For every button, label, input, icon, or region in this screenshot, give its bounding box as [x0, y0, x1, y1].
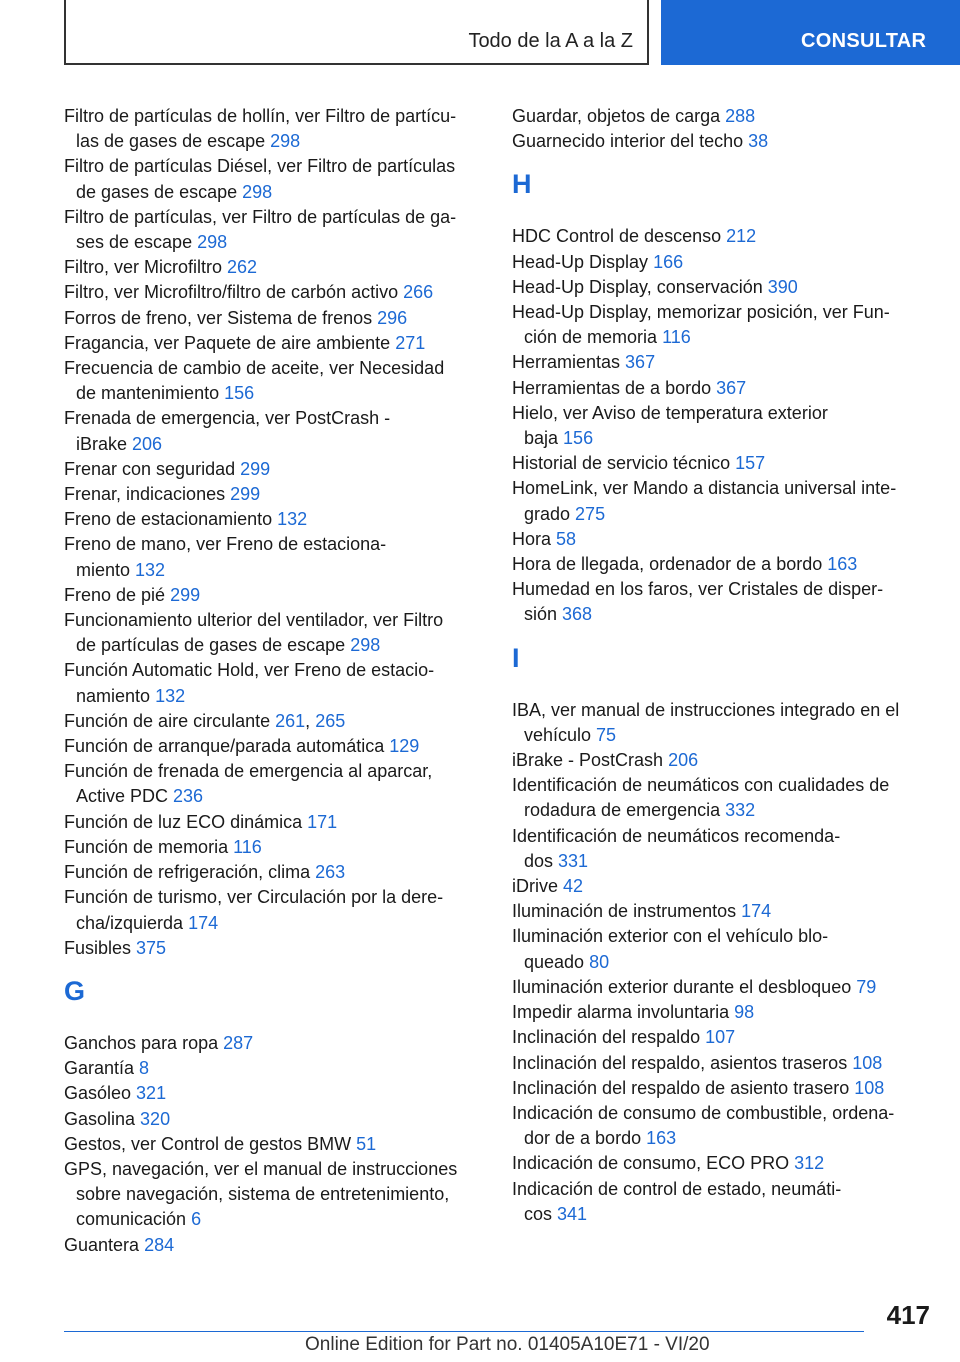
index-entry	[64, 1031, 484, 1056]
index-entry	[64, 860, 484, 885]
page-reference-link[interactable]: 367	[625, 352, 656, 373]
index-entry	[64, 810, 484, 835]
index-entry-text: Head-Up Display	[512, 251, 654, 272]
page-reference-link[interactable]: 331	[558, 850, 589, 871]
index-entry	[512, 451, 932, 476]
index-entry	[512, 698, 932, 748]
page-reference-link[interactable]: 299	[230, 484, 261, 505]
index-entry-text: Freno de mano, ver Freno de estaciona-	[64, 534, 387, 555]
index-entry	[64, 608, 484, 658]
index-entry	[64, 1081, 484, 1106]
page-reference-link[interactable]: 79	[856, 976, 877, 997]
page-reference-link[interactable]: 263	[315, 862, 346, 883]
page-reference-link[interactable]: 156	[563, 428, 594, 449]
index-entry	[64, 1233, 484, 1258]
index-entry-text: Hora de llegada, ordenador de a bordo	[512, 554, 828, 575]
index-entry-text: Filtro de partículas Diésel, ver Filtro de partículas	[64, 156, 456, 177]
index-entry-text: Iluminación de instrumentos	[512, 901, 742, 922]
index-entry	[64, 331, 484, 356]
page-reference-link[interactable]: 332	[725, 800, 756, 821]
index-entry	[512, 1177, 932, 1227]
page-reference-link[interactable]: 236	[173, 786, 204, 807]
index-entry-text: Frenar con seguridad	[64, 458, 241, 479]
page-reference-link[interactable]: 367	[716, 377, 747, 398]
page-reference-link[interactable]: 108	[854, 1077, 885, 1098]
page-reference-link[interactable]: 298	[270, 131, 301, 152]
page-reference-link[interactable]: 6	[191, 1209, 202, 1230]
index-entry-text: dos	[524, 850, 559, 871]
index-entry	[512, 104, 932, 129]
index-entry-text: Filtro de partículas de hollín, ver Filtro de partícu-	[64, 106, 457, 126]
index-tab-label: Todo de la A a la Z	[468, 30, 633, 52]
index-entry-text: Iluminación exterior durante el desbloqueo	[512, 976, 857, 997]
index-entry	[64, 1157, 484, 1233]
index-entry	[512, 350, 932, 375]
index-entry	[512, 1051, 932, 1076]
index-entry	[64, 104, 484, 154]
index-entry-text: Head-Up Display, conservación	[512, 276, 768, 297]
index-entry-text: Función Automatic Hold, ver Freno de estacio-	[64, 660, 435, 681]
index-letter-heading: G	[64, 975, 86, 1006]
index-entry-text: Función de luz ECO dinámica	[64, 811, 308, 832]
index-entry-text: Función de frenada de emergencia al aparcar,	[64, 761, 433, 782]
index-letter-heading: H	[512, 169, 532, 200]
index-entry-text: Identificación de neumáticos recomenda-	[512, 825, 841, 846]
index-entry-text: GPS, navegación, ver el manual de instrucciones	[64, 1158, 458, 1179]
index-entry-text: Frecuencia de cambio de aceite, ver Necesidad	[64, 358, 445, 379]
index-entry-text: Hielo, ver Aviso de temperatura exterior	[512, 402, 828, 423]
index-entry-text: iBrake	[76, 433, 133, 454]
index-entry-text: comunicación	[76, 1209, 192, 1230]
index-entry	[64, 482, 484, 507]
index-entry	[512, 250, 932, 275]
index-entry-text: Filtro de partículas, ver Filtro de partículas de ga-	[64, 206, 457, 227]
index-entry-text: sobre navegación, sistema de entretenimiento,	[76, 1184, 450, 1205]
page-reference-link[interactable]: 75	[596, 724, 617, 745]
index-entry-text: Frenada de emergencia, ver PostCrash -	[64, 408, 391, 429]
index-entry-text: Ganchos para ropa	[64, 1032, 224, 1053]
index-entry	[512, 824, 932, 874]
index-entry-text: Frenar, indicaciones	[64, 484, 231, 505]
page-reference-link[interactable]: 312	[794, 1153, 825, 1174]
page-reference-link[interactable]: 288	[725, 106, 756, 126]
index-entry	[512, 376, 932, 401]
index-entry	[512, 300, 932, 350]
page-reference-link[interactable]: 298	[197, 232, 228, 253]
index-entry-text: HomeLink, ver Mando a distancia universal inte-	[512, 478, 897, 499]
index-letter-heading: I	[512, 642, 520, 673]
page-reference-link[interactable]: 80	[589, 951, 610, 972]
index-entry	[64, 885, 484, 935]
consult-tab[interactable]	[661, 0, 960, 65]
index-entry-text: sión	[524, 604, 563, 625]
index-entry-text: las de gases de escape	[76, 131, 271, 152]
index-entry-text: Indicación de consumo de combustible, ordena-	[512, 1102, 895, 1123]
index-entry-text: Freno de pié	[64, 584, 171, 605]
index-entry-text: Inclinación del respaldo de asiento trasero	[512, 1077, 855, 1098]
index-entry	[64, 1107, 484, 1132]
index-entry	[64, 356, 484, 406]
index-entry	[512, 874, 932, 899]
page-reference-link[interactable]: 262	[227, 257, 258, 278]
page-reference-link[interactable]: 275	[575, 503, 606, 524]
index-entry-text: Head-Up Display, memorizar posición, ver Fun-	[512, 302, 890, 323]
index-entry-text: ción de memoria	[524, 327, 663, 348]
index-entry	[512, 748, 932, 773]
index-entry-text: Indicación de consumo, ECO PRO	[512, 1153, 795, 1174]
footer-divider	[64, 1331, 864, 1332]
index-entry-text: Gasolina	[64, 1108, 141, 1129]
index-entry-text: Historial de servicio técnico	[512, 453, 736, 474]
index-entry	[64, 734, 484, 759]
index-entry-text: Identificación de neumáticos con cualidades de	[512, 775, 890, 796]
index-entry	[512, 1000, 932, 1025]
page-reference-link[interactable]: 390	[767, 276, 798, 297]
page-reference-link[interactable]: 132	[277, 509, 308, 530]
index-entry	[64, 1132, 484, 1157]
index-entry-text: Función de aire circulante	[64, 710, 276, 731]
index-entry	[512, 899, 932, 924]
page-reference-link[interactable]: 298	[350, 635, 381, 656]
page-reference-link[interactable]: 156	[224, 383, 255, 404]
index-entry	[512, 577, 932, 627]
index-entry-text: namiento	[76, 685, 156, 706]
page-reference-link[interactable]: 51	[356, 1133, 377, 1154]
index-entry	[64, 457, 484, 482]
page-reference-link[interactable]: 266	[403, 282, 434, 303]
index-entry-text: ses de escape	[76, 232, 198, 253]
index-entry	[64, 255, 484, 280]
page-reference-link[interactable]: 298	[242, 181, 273, 202]
index-entry-text: Guantera	[64, 1234, 145, 1255]
page-reference-link[interactable]: 174	[188, 912, 219, 933]
index-entry	[64, 532, 484, 582]
page-reference-link[interactable]: 132	[155, 685, 186, 706]
index-entry-text: iDrive	[512, 876, 564, 897]
index-column-left	[64, 104, 484, 1258]
index-entry-text: Freno de estacionamiento	[64, 509, 278, 530]
page-reference-link[interactable]: 206	[132, 433, 163, 454]
index-entry-text: Función de refrigeración, clima	[64, 862, 316, 883]
page-reference-link[interactable]: 174	[741, 901, 772, 922]
index-entry-text: Humedad en los faros, ver Cristales de disper-	[512, 579, 884, 600]
consult-tab-label: CONSULTAR	[801, 30, 927, 52]
page-reference-link[interactable]: 265	[315, 710, 346, 731]
index-entry	[512, 224, 932, 249]
index-entry	[64, 936, 484, 961]
page-reference-link[interactable]: 261	[275, 710, 306, 731]
index-entry-text: Active PDC	[76, 786, 174, 807]
index-entry-text: dor de a bordo	[524, 1128, 647, 1149]
index-entry	[512, 1151, 932, 1176]
page-reference-link[interactable]: 129	[389, 736, 420, 757]
index-entry-text: Indicación de control de estado, neumáti-	[512, 1178, 842, 1199]
page-reference-link[interactable]: 38	[748, 131, 769, 152]
index-entry-text: Impedir alarma involuntaria	[512, 1002, 735, 1023]
index-entry-text: Función de turismo, ver Circulación por la dere-	[64, 887, 444, 908]
index-entry	[512, 1025, 932, 1050]
index-entry	[512, 527, 932, 552]
index-entry	[64, 306, 484, 331]
page-reference-link[interactable]: 299	[240, 458, 271, 479]
page-reference-link[interactable]: 98	[734, 1002, 755, 1023]
index-entry-text: miento	[76, 559, 136, 580]
index-entry	[512, 924, 932, 974]
index-entry-text: Herramientas de a bordo	[512, 377, 717, 398]
index-entry-text: cha/izquierda	[76, 912, 189, 933]
index-entry	[64, 205, 484, 255]
index-entry	[512, 401, 932, 451]
index-entry-text: Guarnecido interior del techo	[512, 131, 749, 152]
page-reference-link[interactable]: 212	[726, 226, 757, 247]
index-entry	[64, 835, 484, 860]
index-column-right	[512, 104, 932, 1227]
index-entry-text: HDC Control de descenso	[512, 226, 727, 247]
page-reference-link[interactable]: 284	[144, 1234, 175, 1255]
index-entry-text: vehículo	[524, 724, 597, 745]
page-reference-link[interactable]: 163	[827, 554, 858, 575]
index-entry-text: Función de arranque/parada automática	[64, 736, 390, 757]
index-entry	[512, 773, 932, 823]
page-reference-link[interactable]: 116	[662, 327, 691, 348]
index-entry	[512, 1076, 932, 1101]
page-reference-link[interactable]: 157	[735, 453, 766, 474]
index-entry-text: Gestos, ver Control de gestos BMW	[64, 1133, 357, 1154]
page-reference-link[interactable]: 341	[557, 1203, 588, 1224]
index-entry-text: de mantenimiento	[76, 383, 225, 404]
index-entry: Función de aire circulante 261, 265	[64, 710, 346, 731]
page-reference-link[interactable]: 58	[556, 528, 577, 549]
index-entry	[512, 975, 932, 1000]
index-entry-text: Herramientas	[512, 352, 626, 373]
index-entry-text: iBrake - PostCrash	[512, 750, 669, 771]
page-reference-link[interactable]: 166	[653, 251, 684, 272]
page-reference-link[interactable]: 108	[852, 1052, 883, 1073]
page-reference-link[interactable]: 132	[135, 559, 166, 580]
index-entry-text: Garantía	[64, 1058, 140, 1079]
index-entry	[512, 275, 932, 300]
page-reference-link[interactable]: 375	[136, 937, 167, 958]
index-entry-text: Hora	[512, 528, 557, 549]
index-entry	[64, 583, 484, 608]
index-entry-text: Función de memoria	[64, 836, 234, 857]
page-reference-link[interactable]: 296	[377, 307, 408, 328]
index-entry-text: grado	[524, 503, 576, 524]
index-entry	[512, 129, 932, 154]
index-entry-text: cos	[524, 1203, 558, 1224]
index-entry	[64, 1056, 484, 1081]
index-entry	[64, 154, 484, 204]
index-entry-text: IBA, ver manual de instrucciones integrado en el	[512, 699, 900, 720]
page-reference-link[interactable]: 107	[705, 1027, 736, 1048]
page-reference-link[interactable]: 116	[233, 836, 262, 857]
index-entry-text: Iluminación exterior con el vehículo blo-	[512, 926, 829, 947]
page-reference-link[interactable]: 287	[223, 1032, 254, 1053]
page-reference-link[interactable]: 42	[563, 876, 584, 897]
index-entry-text: Filtro, ver Microfiltro/filtro de carbón activo	[64, 282, 404, 303]
index-entry	[512, 552, 932, 577]
index-entry	[64, 507, 484, 532]
index-entry-text: queado	[524, 951, 590, 972]
index-entry-text: Fusibles	[64, 937, 137, 958]
index-entry	[64, 280, 484, 305]
page-reference-link[interactable]: 299	[170, 584, 201, 605]
index-entry-text: Inclinación del respaldo	[512, 1027, 706, 1048]
page-reference-link[interactable]: 320	[140, 1108, 171, 1129]
index-entry	[512, 1101, 932, 1151]
index-tab[interactable]	[64, 0, 649, 65]
index-entry	[64, 658, 484, 708]
index-entry	[64, 406, 484, 456]
page-number: 417	[886, 1300, 930, 1330]
page-reference-link[interactable]: 171	[307, 811, 338, 832]
footer-edition: Online Edition for Part no. 01405A10E71 - VI/20	[305, 1334, 710, 1355]
page-reference-link[interactable]: 321	[136, 1083, 167, 1104]
page-reference-link[interactable]: 8	[139, 1058, 150, 1079]
index-entry	[64, 759, 484, 809]
index-entry-text: rodadura de emergencia	[524, 800, 726, 821]
index-entry-text: de gases de escape	[76, 181, 243, 202]
page-reference-link[interactable]: 163	[646, 1128, 677, 1149]
page-reference-link[interactable]: 206	[668, 750, 699, 771]
page-reference-link[interactable]: 271	[395, 332, 426, 353]
index-entry-text: Guardar, objetos de carga	[512, 106, 726, 126]
index-entry-text: baja	[524, 428, 564, 449]
page-reference-link[interactable]: 368	[562, 604, 593, 625]
index-entry-text: Forros de freno, ver Sistema de frenos	[64, 307, 378, 328]
index-entry-text: Fragancia, ver Paquete de aire ambiente	[64, 332, 396, 353]
index-entry-text: Filtro, ver Microfiltro	[64, 257, 228, 278]
index-entry-text: Inclinación del respaldo, asientos traseros	[512, 1052, 853, 1073]
index-entry	[512, 476, 932, 526]
index-entry-text: de partículas de gases de escape	[76, 635, 351, 656]
index-entry-text: Gasóleo	[64, 1083, 137, 1104]
index-entry-text: Funcionamiento ulterior del ventilador, ver Filtro	[64, 610, 444, 631]
